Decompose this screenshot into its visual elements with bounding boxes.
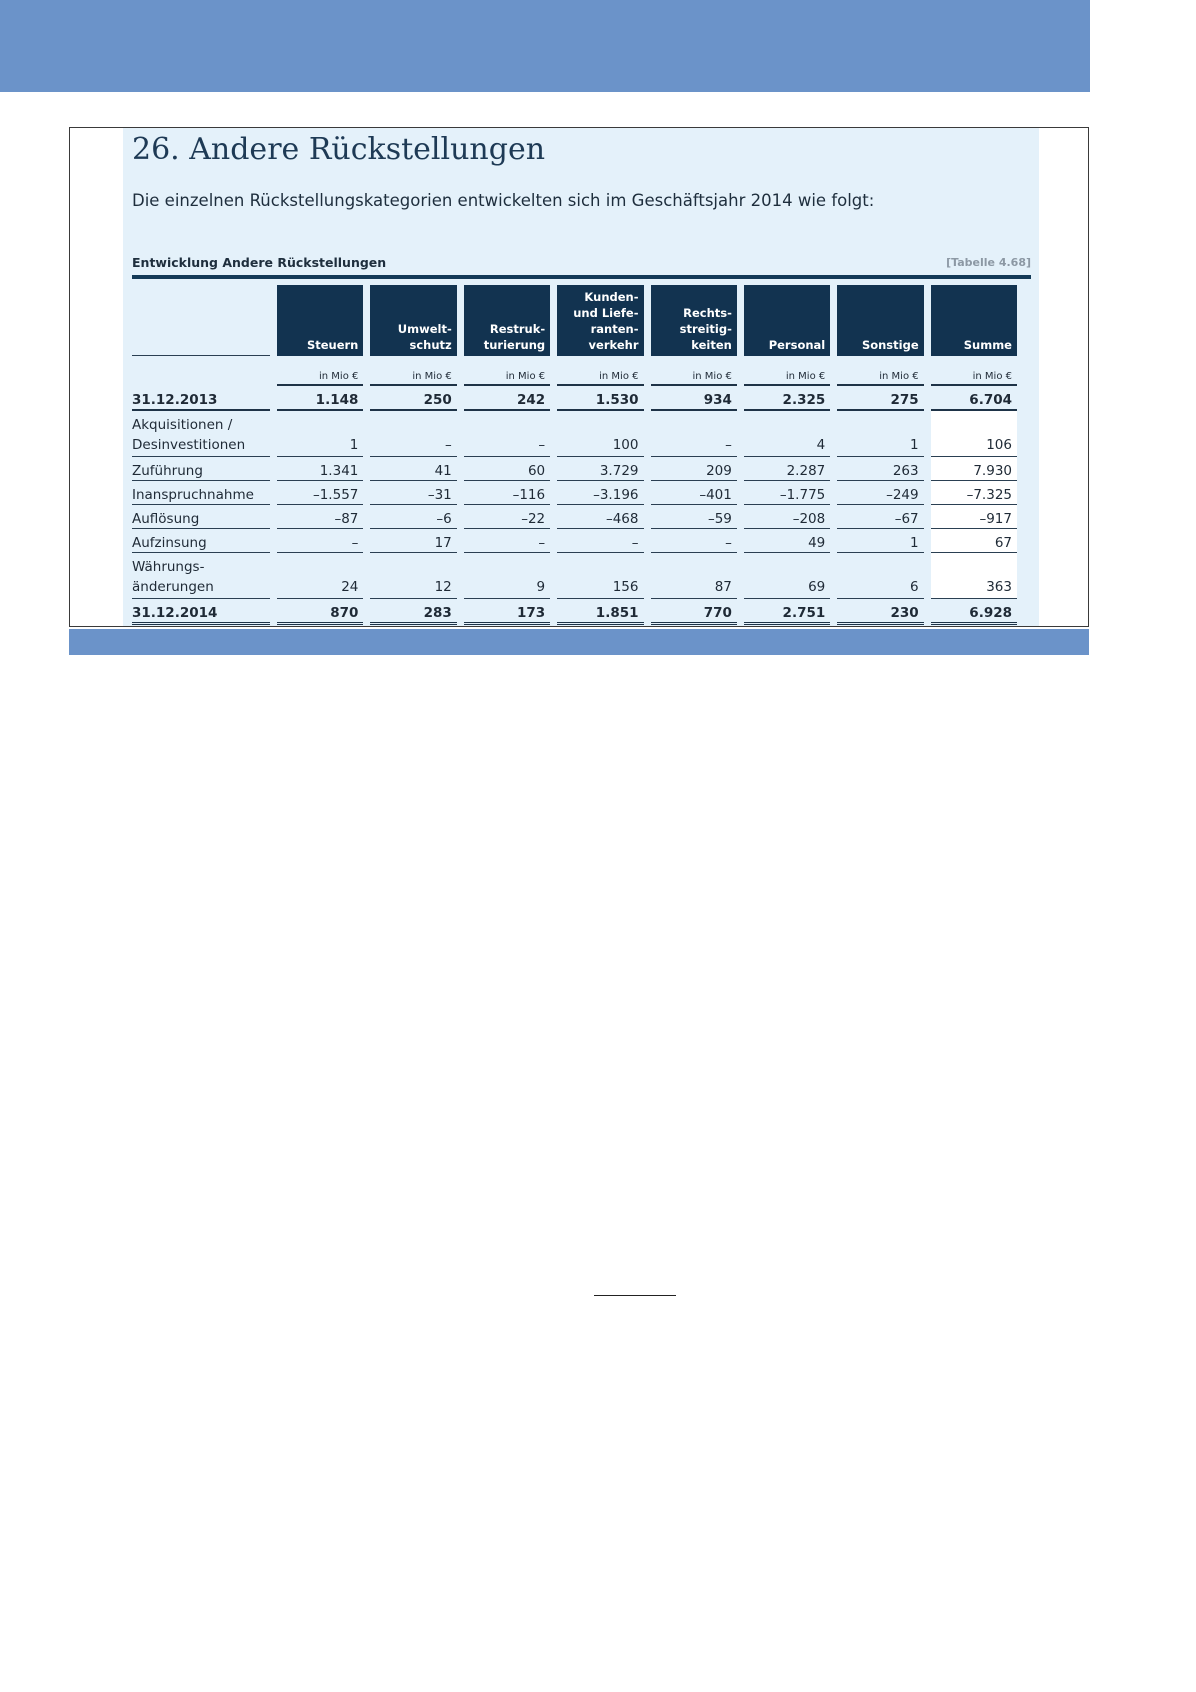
table-cell-sum: 363 [931,553,1017,599]
table-cell-sum: 6.928 [931,599,1017,625]
table-cell: 283 [370,599,456,625]
unit-row [132,356,1017,386]
table-cell: 2.325 [744,386,830,411]
col-header-restrukturierung: Restruk- turierung [464,285,550,356]
table-cell: 17 [370,529,456,553]
table-cell-sum: –917 [931,505,1017,529]
table-cell: – [370,411,456,457]
table-cell: 1.851 [557,599,643,625]
table-cell: – [651,411,737,457]
col-header-steuern: Steuern [277,285,363,356]
table-cell: 275 [837,386,923,411]
table-cell: 250 [370,386,456,411]
table-cell: –116 [464,481,550,505]
table-cell: 173 [464,599,550,625]
table-cell: 230 [837,599,923,625]
table-cell-sum: 67 [931,529,1017,553]
header-corner [132,285,270,356]
table-cell: 2.287 [744,457,830,481]
header-row [132,285,1017,356]
table-cell: 1 [277,411,363,457]
table-reference: [Tabelle 4.68] [946,256,1031,269]
row-label: Inanspruchnahme [132,481,270,505]
col-header-umweltschutz: Umwelt- schutz [370,285,456,356]
table-cell-sum: 6.704 [931,386,1017,411]
table-cell: –31 [370,481,456,505]
unit-label: in Mio € [931,356,1017,386]
table-cell: – [651,529,737,553]
provisions-table [125,285,1024,625]
row-label: Währungs- änderungen [132,553,270,599]
table-cell: –1.557 [277,481,363,505]
footnote-separator [594,1295,676,1296]
table-cell: 12 [370,553,456,599]
table-cell: 1.148 [277,386,363,411]
table-cell: –3.196 [557,481,643,505]
table-cell: 1.530 [557,386,643,411]
unit-label: in Mio € [370,356,456,386]
col-header-rechtsstreitigkeiten: Rechts- streitig- keiten [651,285,737,356]
table-cell: –6 [370,505,456,529]
table-row [132,457,1017,481]
col-header-summe: Summe [931,285,1017,356]
table-cell: 3.729 [557,457,643,481]
table-cell: 41 [370,457,456,481]
table-cell: 69 [744,553,830,599]
unit-label: in Mio € [651,356,737,386]
table-row [132,505,1017,529]
row-label: Auflösung [132,505,270,529]
table-cell: 9 [464,553,550,599]
table-cell-sum: –7.325 [931,481,1017,505]
table-title: Entwicklung Andere Rückstellungen [132,255,387,270]
table-cell: 87 [651,553,737,599]
table-cell: –87 [277,505,363,529]
table-cell: 4 [744,411,830,457]
unit-label: in Mio € [464,356,550,386]
table-cell-sum: 7.930 [931,457,1017,481]
table-row [132,553,1017,599]
row-label: 31.12.2013 [132,386,270,411]
table-cell: –67 [837,505,923,529]
table-cell: 156 [557,553,643,599]
table-cell: 6 [837,553,923,599]
table-row [132,411,1017,457]
table-cell: 24 [277,553,363,599]
table-row [132,599,1017,625]
table-cell: 1 [837,529,923,553]
table-top-rule [132,275,1031,279]
table-cell: – [464,411,550,457]
section-title: 26. Andere Rückstellungen [132,132,546,167]
unit-label: in Mio € [744,356,830,386]
table-cell: –59 [651,505,737,529]
table-cell: 2.751 [744,599,830,625]
row-label: Akquisitionen / Desinvestitionen [132,411,270,457]
col-header-kunden-lieferantenverkehr: Kunden- und Liefe- ranten- verkehr [557,285,643,356]
table-cell: –468 [557,505,643,529]
table-cell: 870 [277,599,363,625]
table-cell: –249 [837,481,923,505]
table-row [132,481,1017,505]
table-cell: 934 [651,386,737,411]
table-cell: 209 [651,457,737,481]
row-label: Aufzinsung [132,529,270,553]
top-header-band [0,0,1090,92]
table-cell: 242 [464,386,550,411]
col-header-sonstige: Sonstige [837,285,923,356]
row-label: Zuführung [132,457,270,481]
table-cell: 49 [744,529,830,553]
table-cell: –208 [744,505,830,529]
table-cell: 100 [557,411,643,457]
table-cell: 1.341 [277,457,363,481]
unit-label: in Mio € [557,356,643,386]
table-cell: – [557,529,643,553]
content-frame [69,127,1089,627]
table-cell: 770 [651,599,737,625]
unit-label: in Mio € [837,356,923,386]
table-cell-sum: 106 [931,411,1017,457]
unit-label: in Mio € [277,356,363,386]
table-cell: – [277,529,363,553]
table-cell: – [464,529,550,553]
table-cell: –1.775 [744,481,830,505]
bottom-band [69,629,1089,655]
note-panel [123,128,1039,626]
table-row [132,529,1017,553]
intro-text: Die einzelnen Rückstellungskategorien entwickelten sich im Geschäftsjahr 2014 wie folgt: [132,191,875,210]
table-cell: 60 [464,457,550,481]
table-cell: 1 [837,411,923,457]
table-cell: –401 [651,481,737,505]
row-label: 31.12.2014 [132,599,270,625]
col-header-personal: Personal [744,285,830,356]
table-cell: 263 [837,457,923,481]
table-row [132,386,1017,411]
table-cell: –22 [464,505,550,529]
